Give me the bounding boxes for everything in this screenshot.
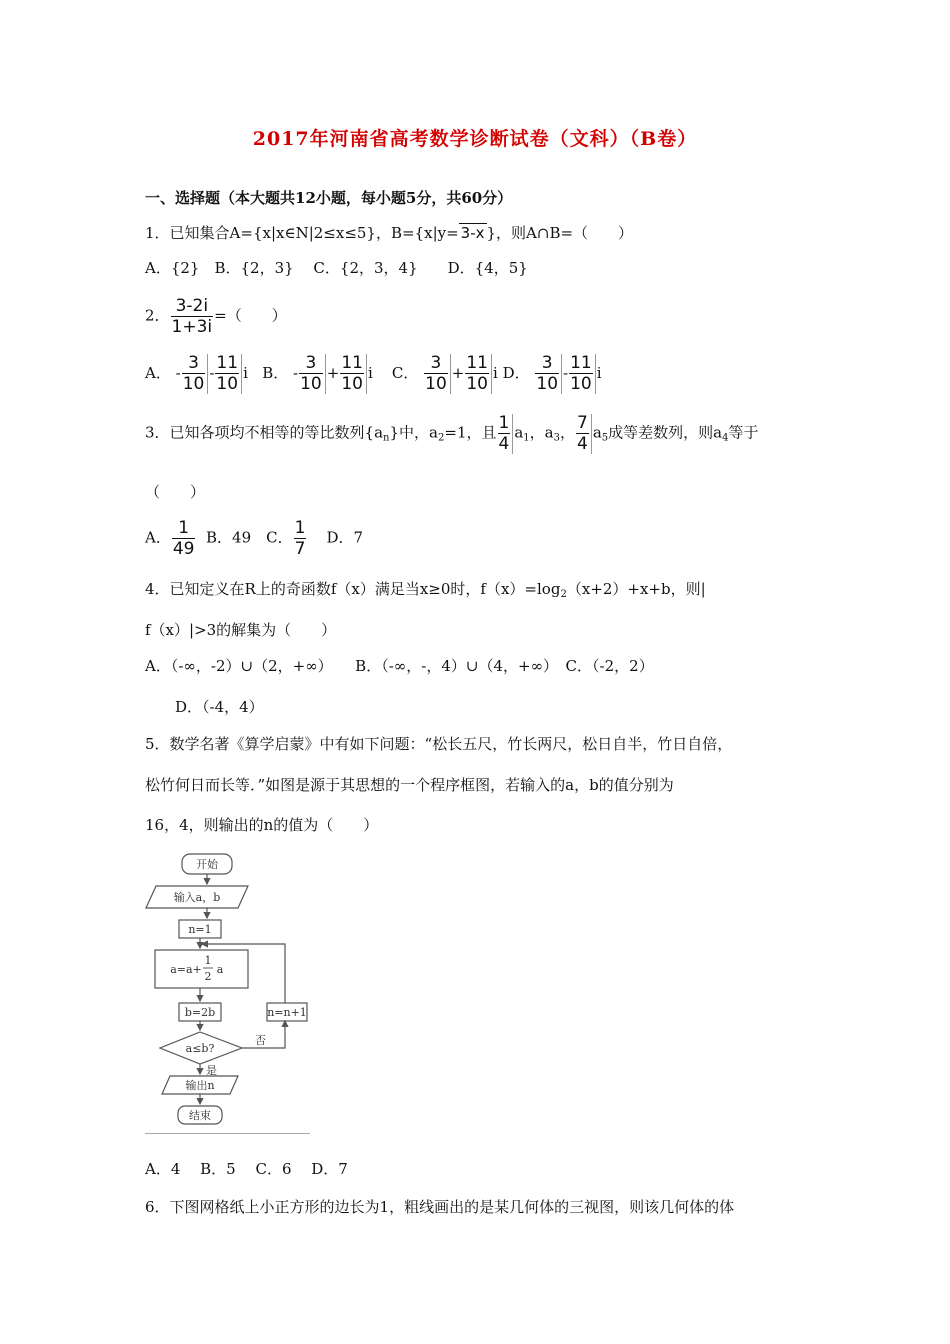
q3-fraction-denominator: 4 <box>498 434 510 454</box>
q3-text: 等于 <box>728 423 759 442</box>
flowchart-increment-label: n=n+1 <box>267 1006 307 1019</box>
figure-divider <box>145 1133 310 1134</box>
program-flowchart <box>142 848 312 1138</box>
flowchart-end-label: 结束 <box>189 1109 211 1122</box>
question-3-stem <box>145 413 759 454</box>
q3-fraction-denominator: 4 <box>577 434 588 454</box>
q3-text: a <box>592 423 602 442</box>
q3-fraction <box>576 413 589 454</box>
q1-stem-part-b: }，则A∩B=（ ） <box>486 224 634 242</box>
question-5-line-1: 5．数学名著《算学启蒙》中有如下问题：“松长五尺，竹长两尺，松日自半，竹日自倍， <box>145 735 733 753</box>
q2-minus-sign: - <box>563 363 569 382</box>
q3-option-d-label: D．7 <box>326 528 364 547</box>
q2-fraction-numerator: 11 <box>466 353 488 373</box>
question-4-line-1 <box>145 578 706 600</box>
question-6-line-1: 6．下图网格纸上小正方形的边长为1，粗线画出的是某几何体的三视图，则该几何体的体 <box>145 1198 735 1216</box>
q3-option-b-c-label: B．49 C． <box>206 528 293 547</box>
q2-fraction-denominator: 10 <box>182 374 205 394</box>
q2-option-a-label: A． <box>145 363 171 382</box>
q2-fraction-numerator: 3 <box>299 353 323 374</box>
q2-fraction <box>569 353 593 394</box>
flowchart-start-label: 开始 <box>196 858 218 871</box>
q2-fraction-denominator: 10 <box>536 374 559 394</box>
q2-fraction-denominator: 10 <box>425 374 447 394</box>
divider <box>450 354 451 394</box>
q2-fraction-numerator: 3-2i <box>171 296 214 317</box>
q2-fraction-denominator: 10 <box>570 374 592 394</box>
divider <box>325 354 326 394</box>
divider <box>595 354 596 394</box>
q4-text: 4．已知定义在R上的奇函数f（x）满足当x≥0时，f（x）=log <box>145 580 561 598</box>
q2-fraction <box>215 353 239 394</box>
q2-option-c <box>391 353 503 394</box>
q2-fraction-numerator: 3 <box>424 353 448 374</box>
q2-fraction-numerator: 11 <box>216 353 239 373</box>
q2-fraction <box>424 353 448 394</box>
q3-fraction <box>498 413 511 454</box>
q4-subscript: 2 <box>560 589 567 600</box>
q2-fraction-numerator: 11 <box>570 353 592 373</box>
q3-subscript: 3 <box>553 432 560 444</box>
q2-imaginary-unit: i <box>243 363 248 382</box>
q2-imaginary-unit: i <box>596 363 602 382</box>
divider <box>491 354 492 394</box>
divider <box>241 354 242 394</box>
q3-fraction-denominator: 49 <box>172 539 195 559</box>
question-5-line-2: 松竹何日而长等．”如图是源于其思想的一个程序框图，若输入的a，b的值分别为 <box>145 776 674 794</box>
q2-fraction-numerator: 11 <box>341 353 363 373</box>
q3-text: 3．已知各项均不相等的等比数列{a <box>145 423 384 442</box>
q2-option-a <box>145 353 253 394</box>
question-4-options-1: A．（-∞，-2）∪（2，+∞） B．（-∞，-，4）∪（4，+∞） C．（-2，2） <box>145 657 654 675</box>
question-2-stem <box>145 296 287 337</box>
q2-fraction-denominator: 10 <box>341 374 363 394</box>
q2-fraction-denominator: 1+3i <box>171 317 213 337</box>
q3-fraction-denominator: 7 <box>294 539 306 559</box>
q3-subscript: 1 <box>523 432 530 444</box>
flowchart-output-label: 输出n <box>185 1079 215 1092</box>
q3-subscript: 5 <box>601 432 609 444</box>
q2-option-b-label: B． <box>262 363 289 382</box>
q3-subscript: 4 <box>722 432 729 444</box>
q2-option-c-label: C． <box>391 363 419 382</box>
question-1-options: A．{2} B．{2，3} C．{2，3，4} D．{4，5} <box>145 259 528 277</box>
question-5-line-3: 16，4，则输出的n的值为（ ） <box>145 816 379 834</box>
q2-fraction <box>465 353 489 394</box>
flowchart-update-a-lhs: a=a+ <box>170 963 202 976</box>
q2-fraction-denominator: 10 <box>300 374 322 394</box>
q2-option-d-label: D． <box>502 363 530 382</box>
q3-text: =1，且 <box>444 423 497 442</box>
q2-minus-sign: - <box>293 363 299 382</box>
flowchart-half-numerator: 1 <box>204 954 212 967</box>
q2-fraction-denominator: 10 <box>216 374 239 394</box>
q3-option-c-fraction <box>294 518 307 559</box>
q2-imaginary-unit: i <box>492 363 498 382</box>
q2-fraction <box>535 353 559 394</box>
flowchart-init-label: n=1 <box>188 923 212 936</box>
q3-subscript: n <box>383 432 390 444</box>
q2-plus-sign: + <box>451 363 465 382</box>
question-4-options-2: D．（-4，4） <box>175 698 264 716</box>
question-3-paren: （ ） <box>145 483 206 501</box>
flowchart-yes-label: 是 <box>206 1064 217 1077</box>
q3-fraction-numerator: 7 <box>577 413 588 433</box>
q1-stem-part-a: 1．已知集合A={x|x∈N|2≤x≤5}，B={x|y= <box>145 224 459 242</box>
q3-fraction-numerator: 1 <box>498 413 510 433</box>
q3-text: ， <box>559 423 575 442</box>
q2-option-d <box>502 353 602 394</box>
q2-imaginary-unit: i <box>367 363 373 382</box>
q2-tail: =（ ） <box>214 306 287 325</box>
flowchart-no-label: 否 <box>255 1034 266 1047</box>
q4-text: （x+2）+x+b，则| <box>566 580 706 598</box>
q3-fraction-numerator: 1 <box>172 518 196 539</box>
q3-subscript: 2 <box>438 432 445 444</box>
q2-fraction-denominator: 10 <box>466 374 488 394</box>
q2-option-b <box>262 353 377 394</box>
q2-minus-sign: - <box>209 363 215 382</box>
q2-fraction <box>182 353 206 394</box>
divider <box>366 354 367 394</box>
flowchart-update-a-rhs: a <box>216 963 224 976</box>
q2-plus-sign: + <box>326 363 340 382</box>
q3-text: }中，a <box>389 423 438 442</box>
question-3-options <box>145 518 363 559</box>
flowchart-input-label: 输入a，b <box>173 891 221 904</box>
q3-text: a <box>514 423 524 442</box>
question-2-options <box>145 353 602 394</box>
q1-sqrt: 3-x <box>460 224 485 242</box>
q3-fraction-numerator: 1 <box>294 518 306 538</box>
flowchart-half-denominator: 2 <box>204 970 212 983</box>
q2-minus-sign: - <box>175 363 181 382</box>
q2-fraction <box>299 353 323 394</box>
flowchart-condition-label: a≤b? <box>185 1042 215 1055</box>
q2-fraction-numerator: 3 <box>182 353 206 374</box>
question-5-options: A．4 B．5 C．6 D．7 <box>145 1160 348 1178</box>
q3-text: ，a <box>529 423 554 442</box>
page-title: 2017年河南省高考数学诊断试卷（文科）（B卷） <box>252 128 698 150</box>
q2-number: 2． <box>145 306 170 325</box>
q3-option-a-fraction <box>172 518 196 559</box>
divider <box>591 414 592 454</box>
divider <box>561 354 562 394</box>
flowchart-update-b-label: b=2b <box>184 1006 216 1019</box>
q2-fraction-numerator: 3 <box>535 353 559 374</box>
q3-option-a-label: A． <box>145 528 171 547</box>
q2-fraction <box>340 353 364 394</box>
q3-text: 成等差数列，则a <box>608 423 723 442</box>
q2-fraction <box>171 296 214 337</box>
question-1-stem <box>145 222 633 243</box>
question-4-line-2: f（x）|>3的解集为（ ） <box>145 621 337 639</box>
section-heading: 一、选择题（本大题共12小题，每小题5分，共60分） <box>145 189 513 207</box>
